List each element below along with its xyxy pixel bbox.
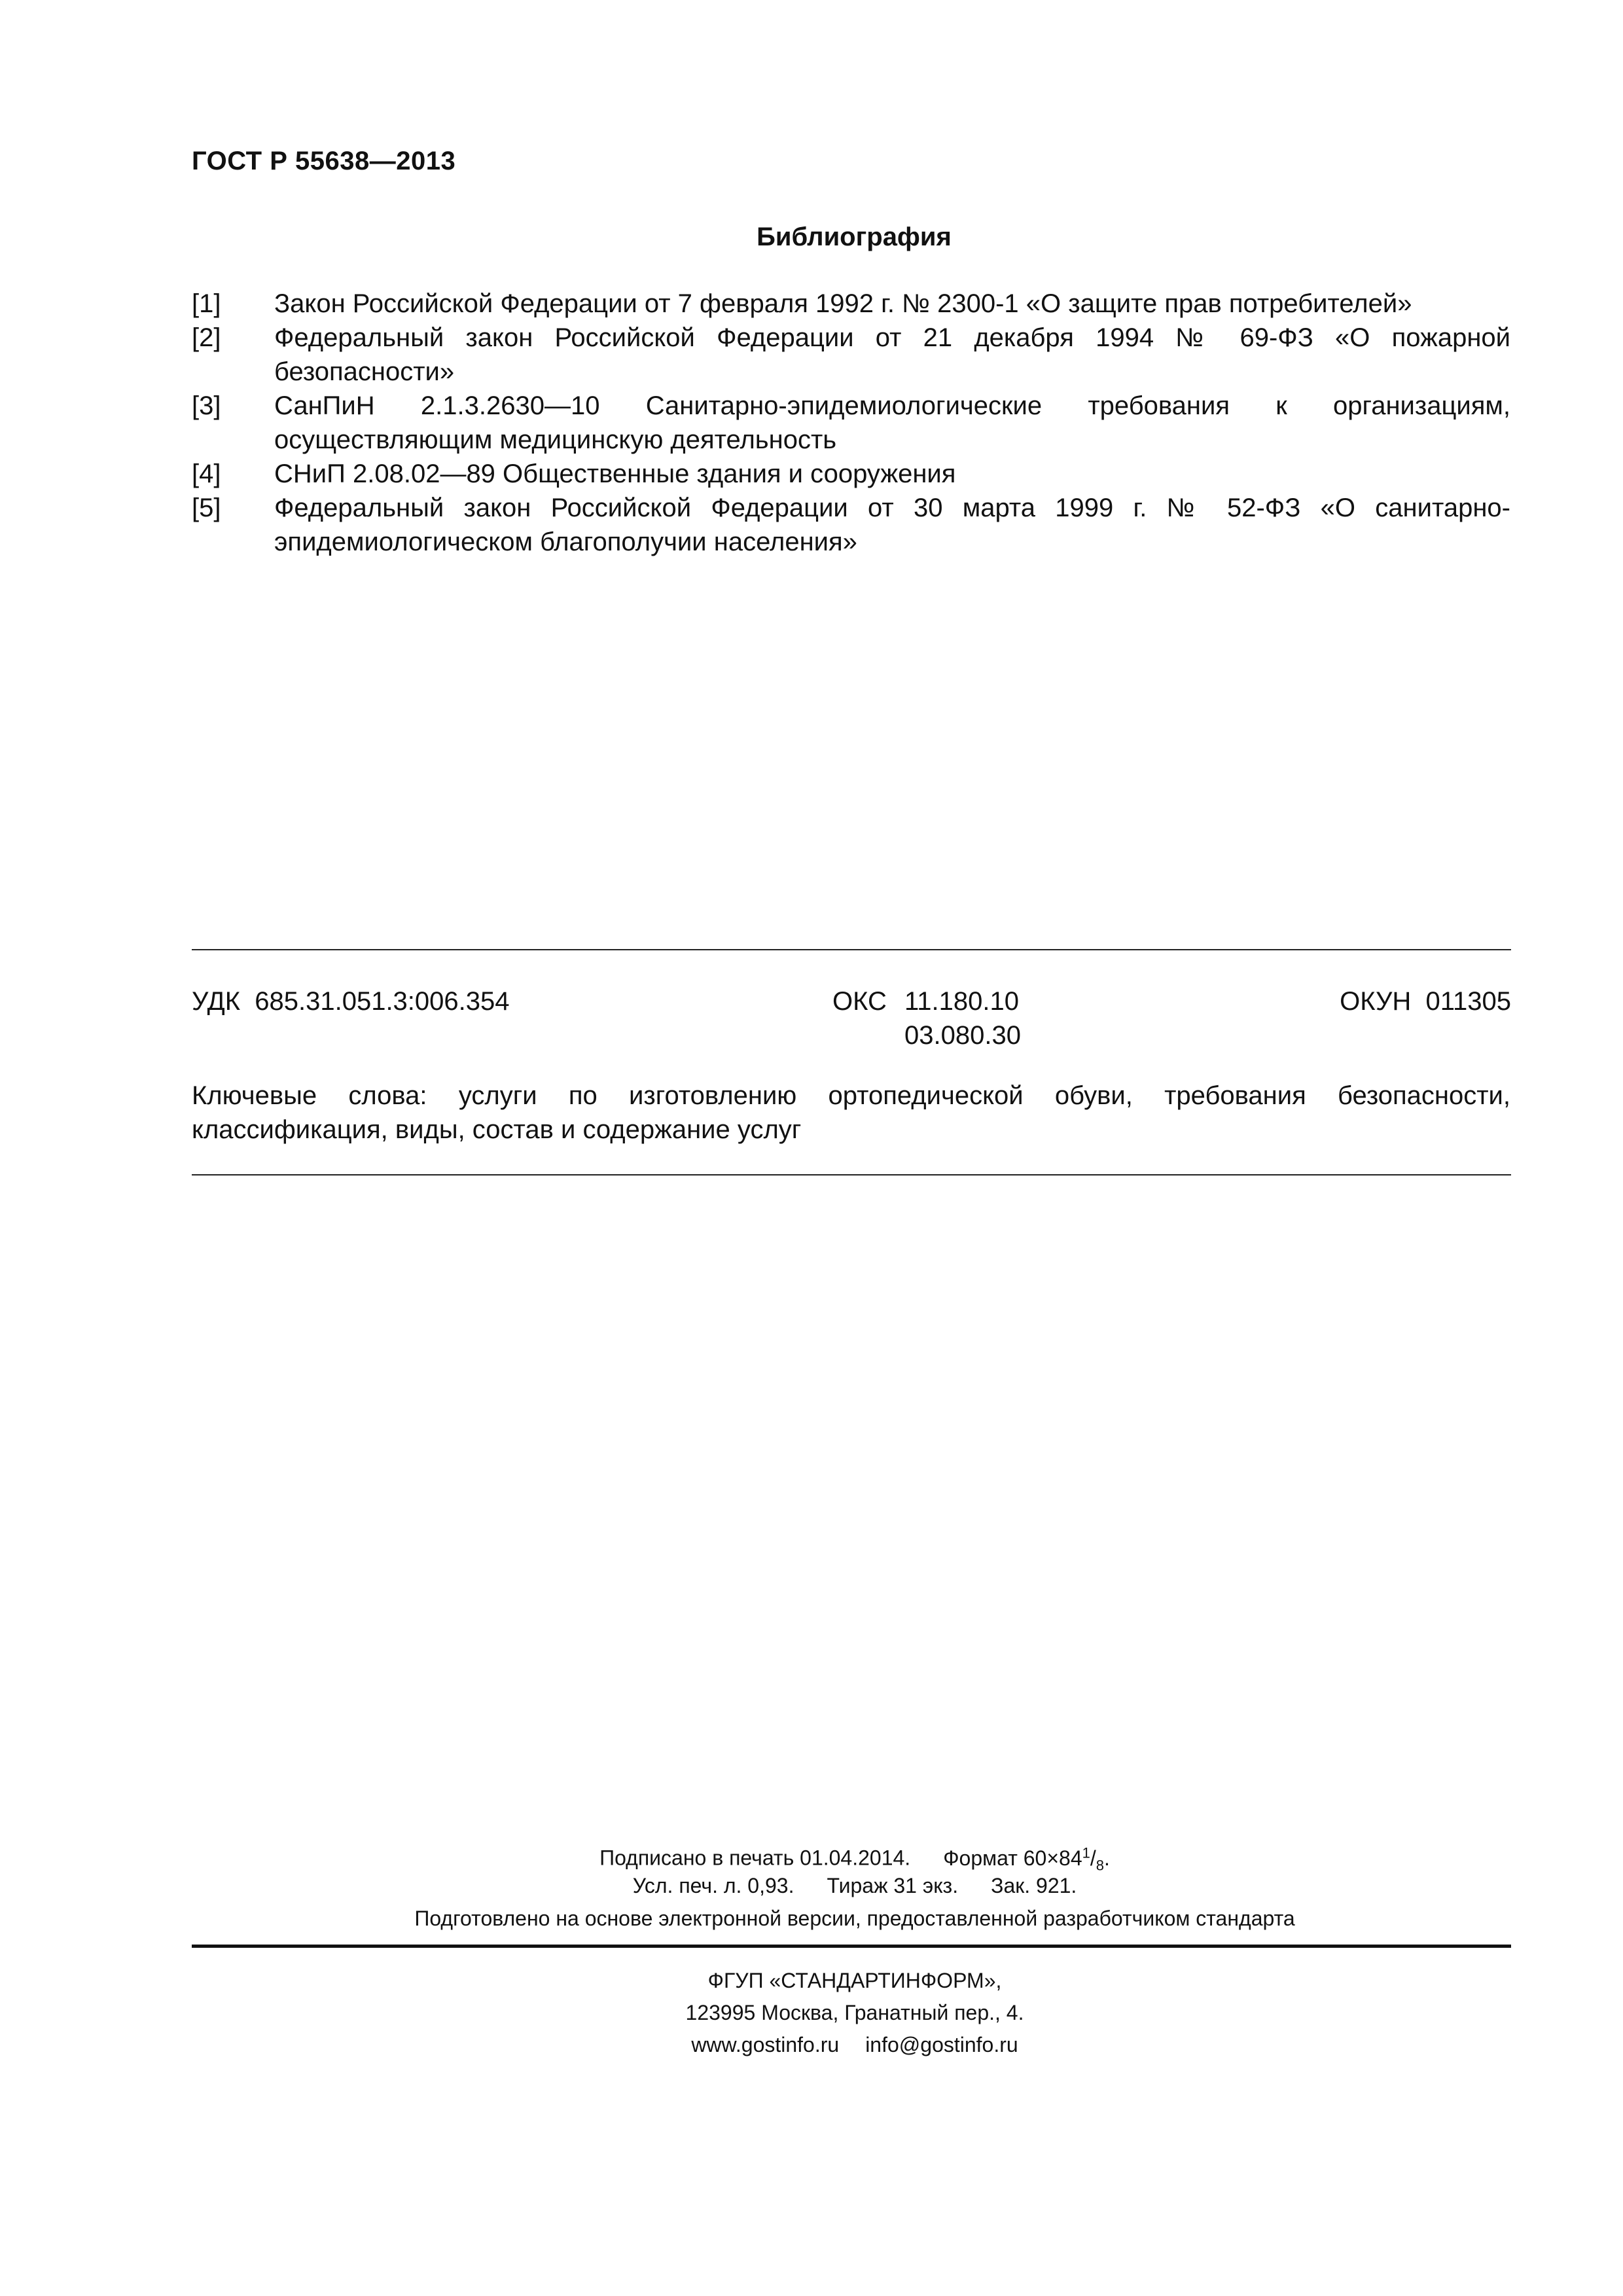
keywords-label: Ключевые слова: — [192, 1081, 427, 1110]
imprint-signed: Подписано в печать 01.04.2014. — [599, 1846, 911, 1870]
bibliography-item-text: СанПиН 2.1.3.2630—10 Санитарно-эпидемиологические требования к организациям, осуществляющим медицинскую деятельность — [274, 391, 1510, 454]
divider-publisher — [192, 1945, 1511, 1948]
bibliography-list — [192, 287, 1510, 559]
bibliography-item — [192, 457, 1510, 491]
bibliography-title: Библиография — [757, 223, 952, 251]
publisher-contacts — [0, 2029, 1623, 2061]
imprint-line-2 — [0, 1869, 1623, 1902]
imprint-circulation: Тираж 31 экз. — [827, 1874, 959, 1897]
divider-top — [192, 949, 1511, 950]
publisher-email: info@gostinfo.ru — [865, 2033, 1018, 2056]
bibliography-item-text: Закон Российской Федерации от 7 февраля 1992 г. № 2300-1 «О защите прав потребителей» — [274, 289, 1412, 318]
keywords — [192, 1079, 1510, 1147]
bibliography-item-number: [3] — [192, 391, 221, 420]
okun-code — [1340, 984, 1511, 1018]
imprint-order: Зак. 921. — [991, 1874, 1077, 1897]
divider-keywords — [192, 1174, 1511, 1175]
bibliography-item-number: [5] — [192, 493, 221, 522]
imprint-prepared: Подготовлено на основе электронной версии, предоставленной разработчиком стандарта — [414, 1907, 1295, 1930]
imprint-format: Формат $60\times 84^1/_8$. — [943, 1844, 1110, 1874]
bibliography-item — [192, 321, 1510, 389]
bibliography-item-number: [2] — [192, 323, 221, 352]
oks-value: 11.180.10 — [904, 987, 1019, 1016]
document-id: ГОСТ Р 55638—2013 — [192, 147, 456, 175]
okun-value: 011305 — [1425, 987, 1511, 1016]
bibliography-item-text: Федеральный закон Российской Федерации от 30 марта 1999 г. № 52-ФЗ «О санитарно-эпидемиологическом благополучии населения» — [274, 493, 1510, 556]
publisher-name: ФГУП «СТАНДАРТИНФОРМ», — [707, 1969, 1002, 1992]
oks-value: 03.080.30 — [904, 1021, 1021, 1050]
oks-label: ОКС — [832, 987, 887, 1016]
bibliography-item — [192, 389, 1510, 457]
okun-label: ОКУН — [1340, 987, 1412, 1016]
publisher-website: www.gostinfo.ru — [691, 2033, 840, 2056]
bibliography-item-number: [1] — [192, 289, 221, 318]
oks-code — [832, 984, 1021, 1052]
udk-label: УДК — [192, 987, 241, 1016]
bibliography-item-text: Федеральный закон Российской Федерации от 21 декабря 1994 № 69-ФЗ «О пожарной безопасности» — [274, 323, 1510, 386]
bibliography-item-number: [4] — [192, 459, 221, 488]
udk-value: 685.31.051.3:006.354 — [255, 987, 510, 1016]
bibliography-item-text: СНиП 2.08.02—89 Общественные здания и сооружения — [274, 459, 956, 488]
bibliography-item — [192, 491, 1510, 559]
keywords-text: услуги по изготовлению ортопедической обуви, требования безопасности, классификация, виды, состав и содержание услуг — [192, 1081, 1510, 1144]
publisher-address: 123995 Москва, Гранатный пер., 4. — [685, 2001, 1024, 2024]
udk-code — [192, 984, 510, 1018]
imprint-sheets: Усл. печ. л. 0,93. — [632, 1874, 794, 1897]
bibliography-item — [192, 287, 1510, 321]
